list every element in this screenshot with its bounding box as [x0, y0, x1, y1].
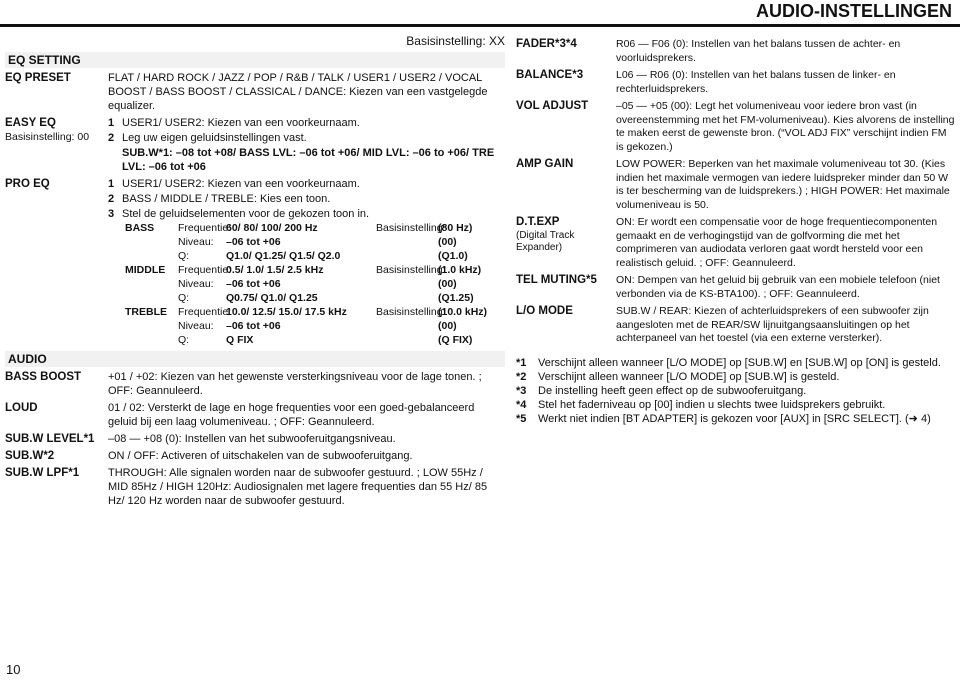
treble-level-row: Niveau: –06 tot +06 (00)	[178, 320, 457, 332]
bass-boost-text: +01 / +02: Kiezen van het gewenste versterkingsniveau voor de lage tonen. ; OFF: Geannuleerd.	[108, 371, 482, 397]
treble-name: TREBLE	[125, 306, 167, 318]
section-eq-setting: EQ SETTING	[5, 52, 505, 68]
tel-muting-text: ON: Dempen van het geluid bij gebruik van een mobiele telefoon (niet verbonden via de KS-BTA100). ; OFF: Geannuleerd.	[616, 274, 940, 300]
eq-preset-row	[5, 71, 505, 113]
loud-row	[5, 401, 505, 429]
right-column	[516, 34, 956, 426]
dtexp-label: D.T.EXP (Digital Track Expander)	[516, 216, 611, 254]
amp-gain-text: LOW POWER: Beperken van het maximale volumeniveau tot 30. (Kies indien het maximale vermogen van iedere luidspreker minder dan 50 W is ter bescherming van de luidsprekers.) ; HIGH POWER: Het maximale volumeniveau is 50.	[616, 158, 950, 211]
page-title: AUDIO-INSTELLINGEN	[756, 1, 952, 21]
footnote: *4 Stel het faderniveau op [00] indien u slechts twee luidsprekers gebruikt.	[516, 398, 886, 411]
subw-row	[5, 449, 505, 463]
vol-adjust-text: –05 — +05 (00): Legt het volumeniveau voor iedere bron vast (in overeenstemming met het FM-volumeniveau). Kies alvorens de instelling te maken eerst de gewenste bron. (“VOL ADJ FIX” verschijnt indien FM is gekozen.)	[616, 100, 955, 153]
footnotes	[516, 356, 956, 426]
lo-mode-label: L/O MODE	[516, 305, 573, 317]
loud-label: LOUD	[5, 402, 38, 414]
balance-row	[516, 69, 956, 96]
basis-note: Basisinstelling: XX	[406, 34, 505, 48]
bass-level-row: Niveau: –06 tot +06 (00)	[178, 236, 457, 248]
middle-name: MIDDLE	[125, 264, 166, 276]
dtexp-sublabel: (Digital Track Expander)	[516, 229, 575, 253]
footnote: *5 Werkt niet indien [BT ADAPTER] is gekozen voor [AUX] in [SRC SELECT]. (➜ 4)	[516, 412, 931, 425]
amp-gain-label: AMP GAIN	[516, 158, 574, 170]
middle-freq-row: MIDDLE Frequentie: 0.5/ 1.0/ 1.5/ 2.5 kHz Basisinstelling: (1.0 kHz)	[125, 264, 482, 276]
treble-freq-row: TREBLE Frequentie: 10.0/ 12.5/ 15.0/ 17.5 kHz Basisinstelling: (10.0 kHz)	[125, 306, 488, 318]
bass-q-row: Q: Q1.0/ Q1.25/ Q1.5/ Q2.0 (Q1.0)	[178, 250, 468, 262]
footnote: *3 De instelling heeft geen effect op de subwooferuitgang.	[516, 384, 807, 397]
header-rule	[0, 24, 960, 27]
left-column	[5, 34, 505, 508]
pro-eq-step3: Stel de geluidselementen voor de gekozen toon in.	[122, 208, 370, 220]
pro-eq-step1-num: 1	[108, 178, 115, 190]
lo-mode-text: SUB.W / REAR: Kiezen of achterluidsprekers of een subwoofer zijn aangesloten met de REAR/SW lijnuitgangsaansluitingen op het achterpaneel van het toestel (via een externe versterker).	[616, 305, 929, 344]
middle-q-row: Q: Q0.75/ Q1.0/ Q1.25 (Q1.25)	[178, 292, 474, 304]
pro-eq-label: PRO EQ	[5, 178, 50, 190]
easy-eq-step2: Leg uw eigen geluidsinstellingen vast.	[122, 132, 307, 144]
middle-level-row: Niveau: –06 tot +06 (00)	[178, 278, 457, 290]
subw-level-label: SUB.W LEVEL*1	[5, 433, 95, 445]
footnote: *2 Verschijnt alleen wanneer [L/O MODE] op [SUB.W] is gesteld.	[516, 370, 840, 383]
page-header	[0, 0, 960, 27]
bass-boost-row	[5, 370, 505, 398]
subw-lpf-label: SUB.W LPF*1	[5, 467, 80, 479]
easy-eq-basis: Basisinstelling: 00	[5, 131, 90, 143]
easy-eq-step2-num: 2	[108, 132, 115, 144]
tel-muting-label: TEL MUTING*5	[516, 274, 597, 286]
subw-level-row	[5, 432, 505, 446]
loud-text: 01 / 02: Versterkt de lage en hoge frequenties voor een goed-gebalanceerd geluid bij een laag volumeniveau. ; OFF: Geannuleerd.	[108, 402, 475, 428]
eq-preset-text: FLAT / HARD ROCK / JAZZ / POP / R&B / TALK / USER1 / USER2 / VOCAL BOOST / BASS BOOST / CLASSICAL / DANCE: Kiezen van een vastgelegde equalizer.	[108, 72, 488, 112]
lo-mode-row	[516, 305, 956, 346]
footnote: *1 Verschijnt alleen wanneer [L/O MODE] op [SUB.W] en [SUB.W] op [ON] is gesteld.	[516, 356, 941, 369]
fader-row	[516, 38, 956, 65]
balance-text: L06 — R06 (0): Instellen van het balans tussen de linker- en rechterluidsprekers.	[616, 69, 896, 95]
easy-eq-row	[5, 116, 505, 174]
easy-eq-step1-num: 1	[108, 117, 115, 129]
pro-eq-row	[5, 177, 505, 221]
vol-adjust-label: VOL ADJUST	[516, 100, 589, 112]
eq-preset-label: EQ PRESET	[5, 72, 71, 84]
easy-eq-step1: USER1/ USER2: Kiezen van een voorkeurnaam.	[122, 117, 360, 129]
pro-eq-step1: USER1/ USER2: Kiezen van een voorkeurnaam.	[122, 178, 360, 190]
subw-level-text: –08 — +08 (0): Instellen van het subwooferuitgangsniveau.	[108, 433, 396, 445]
bass-name: BASS	[125, 222, 155, 234]
subw-lpf-text: THROUGH: Alle signalen worden naar de subwoofer gestuurd. ; LOW 55Hz / MID 85Hz / HIGH 120Hz: Audiosignalen met lagere frequenties dan 55 Hz/ 85 Hz/ 120 Hz worden naar de subwoofer gestuurd.	[108, 467, 488, 507]
pro-eq-table	[125, 221, 505, 347]
tel-muting-row	[516, 274, 956, 301]
dtexp-text: ON: Er wordt een compensatie voor de hoge frequentiecomponenten gemaakt en de verhogingstijd van de golfvorming die met het comprimeren van audiodata verloren gaat wordt hersteld voor een realistisch geluid. ; OFF: Geannuleerd.	[616, 216, 938, 269]
balance-label: BALANCE*3	[516, 69, 584, 81]
page-number: 10	[6, 662, 21, 677]
subw-text: ON / OFF: Activeren of uitschakelen van de subwooferuitgang.	[108, 450, 413, 462]
bass-boost-label: BASS BOOST	[5, 371, 82, 383]
pro-eq-step2: BASS / MIDDLE / TREBLE: Kies een toon.	[122, 193, 331, 205]
easy-eq-label: EASY EQ Basisinstelling: 00	[5, 117, 90, 143]
section-audio: AUDIO	[5, 351, 505, 367]
dtexp-row	[516, 216, 956, 270]
subw-label: SUB.W*2	[5, 450, 55, 462]
pro-eq-step3-num: 3	[108, 208, 115, 220]
subw-lpf-row	[5, 466, 505, 508]
fader-label: FADER*3*4	[516, 38, 577, 50]
fader-text: R06 — F06 (0): Instellen van het balans tussen de achter- en voorluidsprekers.	[616, 38, 901, 64]
easy-eq-levels: SUB.W*1: –08 tot +08/ BASS LVL: –06 tot +06/ MID LVL: –06 to +06/ TRE LVL: –06 tot +06	[122, 147, 495, 173]
treble-q-row: Q: Q FIX (Q FIX)	[178, 334, 473, 346]
pro-eq-step2-num: 2	[108, 193, 115, 205]
amp-gain-row	[516, 158, 956, 212]
bass-freq-row: BASS Frequentie: 60/ 80/ 100/ 200 Hz Basisinstelling: (80 Hz)	[125, 222, 473, 234]
vol-adjust-row	[516, 100, 956, 154]
